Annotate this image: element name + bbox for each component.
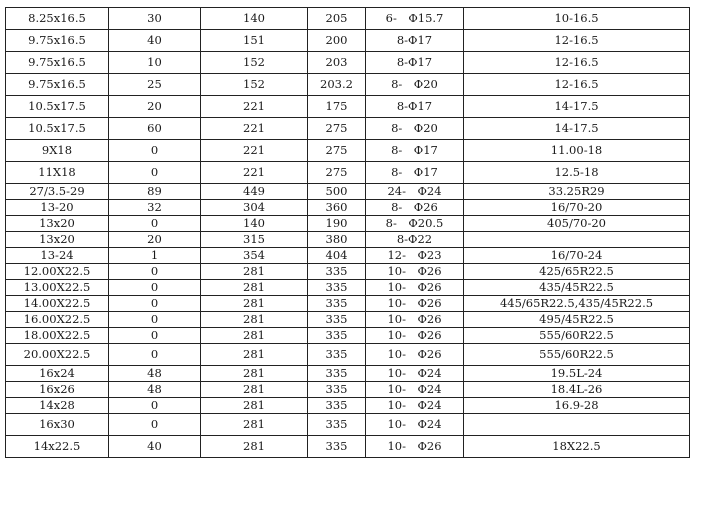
rim-size-cell: 13-24: [6, 248, 109, 264]
center-bore-cell: 315: [201, 232, 308, 248]
center-bore-cell: 304: [201, 200, 308, 216]
bolt-holes-cell: 10- Φ24: [366, 414, 464, 436]
offset-cell: 0: [109, 296, 201, 312]
table-row: [6, 74, 690, 96]
rim-size-cell: 13.00X22.5: [6, 280, 109, 296]
table-row: [6, 264, 690, 280]
bolt-holes-cell: 8-Φ22: [366, 232, 464, 248]
rim-size-cell: 12.00X22.5: [6, 264, 109, 280]
tire-size-cell: 445/65R22.5,435/45R22.5: [464, 296, 690, 312]
rim-size-cell: 8.25x16.5: [6, 8, 109, 30]
table-row: [6, 296, 690, 312]
center-bore-cell: 281: [201, 344, 308, 366]
center-bore-cell: 152: [201, 52, 308, 74]
bolt-holes-cell: 8- Φ20: [366, 74, 464, 96]
center-bore-cell: 354: [201, 248, 308, 264]
offset-cell: 40: [109, 436, 201, 458]
bolt-holes-cell: 12- Φ23: [366, 248, 464, 264]
offset-cell: 40: [109, 30, 201, 52]
pcd-cell: 275: [308, 140, 366, 162]
rim-size-cell: 14x28: [6, 398, 109, 414]
rim-size-cell: 14x22.5: [6, 436, 109, 458]
table-row: [6, 398, 690, 414]
bolt-holes-cell: 10- Φ24: [366, 366, 464, 382]
offset-cell: 20: [109, 96, 201, 118]
tire-size-cell: 18.4L-26: [464, 382, 690, 398]
tire-size-cell: 10-16.5: [464, 8, 690, 30]
center-bore-cell: 449: [201, 184, 308, 200]
offset-cell: 0: [109, 398, 201, 414]
rim-size-cell: 10.5x17.5: [6, 118, 109, 140]
offset-cell: 20: [109, 232, 201, 248]
table-row: [6, 248, 690, 264]
bolt-holes-cell: 10- Φ24: [366, 398, 464, 414]
pcd-cell: 335: [308, 344, 366, 366]
pcd-cell: 335: [308, 264, 366, 280]
pcd-cell: 500: [308, 184, 366, 200]
table-row: [6, 184, 690, 200]
center-bore-cell: 281: [201, 414, 308, 436]
table-row: [6, 382, 690, 398]
offset-cell: 89: [109, 184, 201, 200]
tire-size-cell: 435/45R22.5: [464, 280, 690, 296]
rim-size-cell: 10.5x17.5: [6, 96, 109, 118]
rim-size-cell: 16x26: [6, 382, 109, 398]
bolt-holes-cell: 10- Φ26: [366, 344, 464, 366]
tire-size-cell: 405/70-20: [464, 216, 690, 232]
tire-size-cell: [464, 414, 690, 436]
center-bore-cell: 281: [201, 312, 308, 328]
pcd-cell: 335: [308, 280, 366, 296]
table-row: [6, 232, 690, 248]
pcd-cell: 335: [308, 366, 366, 382]
table-row: [6, 436, 690, 458]
table-row: [6, 118, 690, 140]
tire-size-cell: 425/65R22.5: [464, 264, 690, 280]
rim-size-cell: 13x20: [6, 216, 109, 232]
tire-size-cell: 12-16.5: [464, 30, 690, 52]
center-bore-cell: 281: [201, 280, 308, 296]
pcd-cell: 404: [308, 248, 366, 264]
rim-spec-table: [5, 7, 690, 458]
pcd-cell: 360: [308, 200, 366, 216]
offset-cell: 0: [109, 280, 201, 296]
tire-size-cell: 16.9-28: [464, 398, 690, 414]
tire-size-cell: 33.25R29: [464, 184, 690, 200]
bolt-holes-cell: 10- Φ26: [366, 264, 464, 280]
bolt-holes-cell: 10- Φ26: [366, 296, 464, 312]
bolt-holes-cell: 6- Φ15.7: [366, 8, 464, 30]
rim-size-cell: 16x24: [6, 366, 109, 382]
rim-size-cell: 18.00X22.5: [6, 328, 109, 344]
rim-size-cell: 9.75x16.5: [6, 52, 109, 74]
pcd-cell: 200: [308, 30, 366, 52]
bolt-holes-cell: 8- Φ26: [366, 200, 464, 216]
center-bore-cell: 221: [201, 118, 308, 140]
offset-cell: 0: [109, 140, 201, 162]
pcd-cell: 335: [308, 312, 366, 328]
table-row: [6, 366, 690, 382]
table-body: [6, 8, 690, 458]
offset-cell: 32: [109, 200, 201, 216]
tire-size-cell: 495/45R22.5: [464, 312, 690, 328]
pcd-cell: 275: [308, 118, 366, 140]
bolt-holes-cell: 10- Φ26: [366, 436, 464, 458]
pcd-cell: 335: [308, 382, 366, 398]
tire-size-cell: 555/60R22.5: [464, 344, 690, 366]
rim-size-cell: 16.00X22.5: [6, 312, 109, 328]
center-bore-cell: 281: [201, 264, 308, 280]
center-bore-cell: 281: [201, 398, 308, 414]
offset-cell: 1: [109, 248, 201, 264]
bolt-holes-cell: 10- Φ26: [366, 280, 464, 296]
bolt-holes-cell: 24- Φ24: [366, 184, 464, 200]
spec-table-container: [5, 7, 690, 458]
bolt-holes-cell: 8-Φ17: [366, 52, 464, 74]
center-bore-cell: 151: [201, 30, 308, 52]
table-row: [6, 52, 690, 74]
offset-cell: 48: [109, 366, 201, 382]
rim-size-cell: 9X18: [6, 140, 109, 162]
pcd-cell: 335: [308, 398, 366, 414]
rim-size-cell: 13-20: [6, 200, 109, 216]
tire-size-cell: 12-16.5: [464, 74, 690, 96]
center-bore-cell: 281: [201, 382, 308, 398]
rim-size-cell: 20.00X22.5: [6, 344, 109, 366]
table-row: [6, 414, 690, 436]
rim-size-cell: 11X18: [6, 162, 109, 184]
center-bore-cell: 152: [201, 74, 308, 96]
offset-cell: 0: [109, 344, 201, 366]
tire-size-cell: 12-16.5: [464, 52, 690, 74]
offset-cell: 30: [109, 8, 201, 30]
bolt-holes-cell: 10- Φ24: [366, 382, 464, 398]
tire-size-cell: 555/60R22.5: [464, 328, 690, 344]
bolt-holes-cell: 8-Φ17: [366, 30, 464, 52]
center-bore-cell: 281: [201, 328, 308, 344]
offset-cell: 25: [109, 74, 201, 96]
table-row: [6, 162, 690, 184]
table-row: [6, 216, 690, 232]
rim-size-cell: 14.00X22.5: [6, 296, 109, 312]
pcd-cell: 205: [308, 8, 366, 30]
rim-size-cell: 9.75x16.5: [6, 74, 109, 96]
table-row: [6, 30, 690, 52]
table-row: [6, 96, 690, 118]
pcd-cell: 275: [308, 162, 366, 184]
offset-cell: 0: [109, 162, 201, 184]
tire-size-cell: 11.00-18: [464, 140, 690, 162]
bolt-holes-cell: 8- Φ17: [366, 162, 464, 184]
offset-cell: 60: [109, 118, 201, 140]
center-bore-cell: 281: [201, 436, 308, 458]
table-row: [6, 328, 690, 344]
table-row: [6, 344, 690, 366]
table-row: [6, 8, 690, 30]
bolt-holes-cell: 10- Φ26: [366, 328, 464, 344]
pcd-cell: 380: [308, 232, 366, 248]
pcd-cell: 190: [308, 216, 366, 232]
center-bore-cell: 140: [201, 216, 308, 232]
bolt-holes-cell: 8- Φ20: [366, 118, 464, 140]
offset-cell: 10: [109, 52, 201, 74]
bolt-holes-cell: 10- Φ26: [366, 312, 464, 328]
rim-size-cell: 13x20: [6, 232, 109, 248]
rim-size-cell: 27/3.5-29: [6, 184, 109, 200]
table-row: [6, 312, 690, 328]
bolt-holes-cell: 8- Φ20.5: [366, 216, 464, 232]
table-row: [6, 200, 690, 216]
offset-cell: 0: [109, 328, 201, 344]
bolt-holes-cell: 8-Φ17: [366, 96, 464, 118]
center-bore-cell: 281: [201, 296, 308, 312]
table-row: [6, 280, 690, 296]
rim-size-cell: 9.75x16.5: [6, 30, 109, 52]
offset-cell: 0: [109, 216, 201, 232]
table-row: [6, 140, 690, 162]
offset-cell: 0: [109, 264, 201, 280]
offset-cell: 0: [109, 414, 201, 436]
tire-size-cell: [464, 232, 690, 248]
pcd-cell: 203: [308, 52, 366, 74]
pcd-cell: 335: [308, 328, 366, 344]
offset-cell: 48: [109, 382, 201, 398]
center-bore-cell: 221: [201, 140, 308, 162]
rim-size-cell: 16x30: [6, 414, 109, 436]
pcd-cell: 335: [308, 296, 366, 312]
bolt-holes-cell: 8- Φ17: [366, 140, 464, 162]
tire-size-cell: 12.5-18: [464, 162, 690, 184]
tire-size-cell: 16/70-24: [464, 248, 690, 264]
tire-size-cell: 14-17.5: [464, 118, 690, 140]
tire-size-cell: 16/70-20: [464, 200, 690, 216]
pcd-cell: 203.2: [308, 74, 366, 96]
offset-cell: 0: [109, 312, 201, 328]
center-bore-cell: 140: [201, 8, 308, 30]
center-bore-cell: 281: [201, 366, 308, 382]
center-bore-cell: 221: [201, 162, 308, 184]
pcd-cell: 175: [308, 96, 366, 118]
tire-size-cell: 14-17.5: [464, 96, 690, 118]
tire-size-cell: 19.5L-24: [464, 366, 690, 382]
tire-size-cell: 18X22.5: [464, 436, 690, 458]
pcd-cell: 335: [308, 436, 366, 458]
pcd-cell: 335: [308, 414, 366, 436]
center-bore-cell: 221: [201, 96, 308, 118]
